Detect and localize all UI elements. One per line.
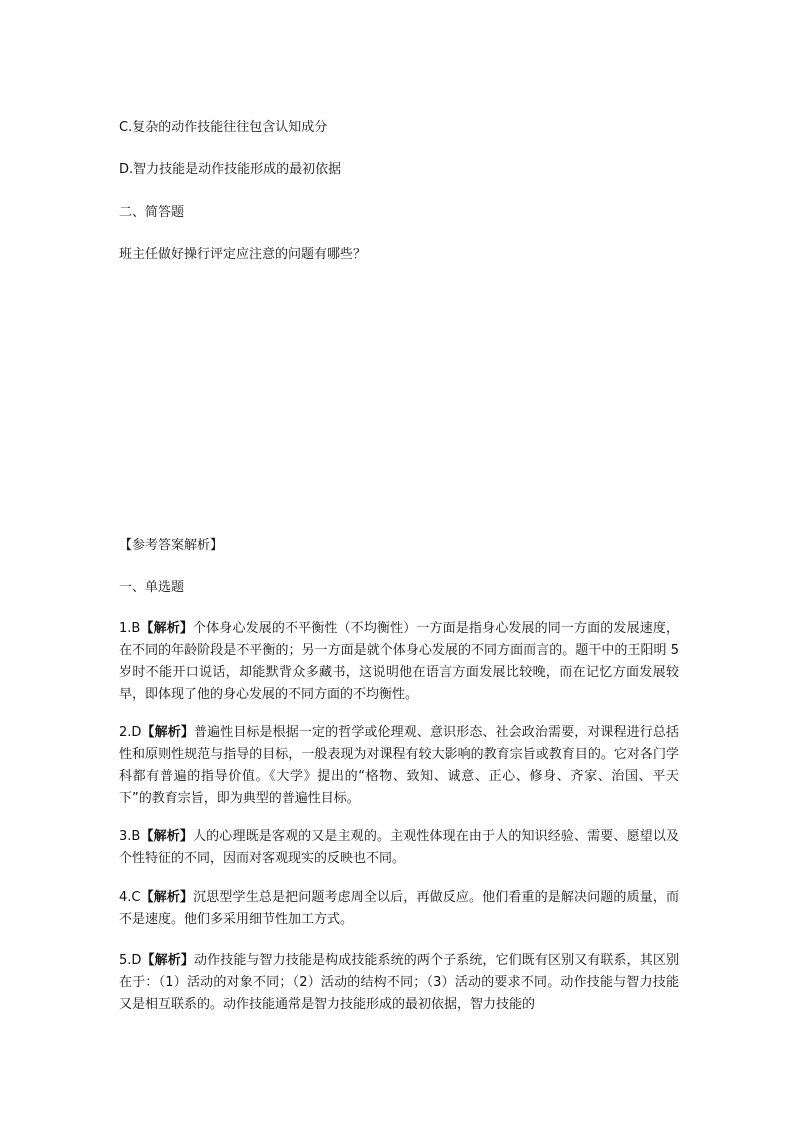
answer-text: 沉思型学生总是把问题考虑周全以后，再做反应。他们看重的是解决问题的质量，而不是速度。他们多采用细节性加工方式。 (119, 890, 679, 927)
analysis-tag: 【解析】 (140, 829, 194, 844)
answer-item-5 (119, 950, 679, 1016)
answers-heading: 【参考答案解析】 (119, 538, 224, 553)
answer-text: 动作技能与智力技能是构成技能系统的两个子系统，它们既有区别又有联系，其区别在于：（1）活动的对象不同；（2）活动的结构不同；（3）活动的要求不同。动作技能与智力技能又是相互联系的。动作技能通常是智力技能形成的最初依据，智力技能的 (119, 953, 679, 1012)
answer-item-1 (119, 618, 679, 706)
answer-item-3 (119, 826, 679, 870)
answer-number: 4.C (119, 890, 141, 905)
answer-text: 个体身心发展的不平衡性（不均衡性）一方面是指身心发展的同一方面的发展速度，在不同的年龄阶段是不平衡的；另一方面是就个体身心发展的不同方面而言的。题干中的王阳明 5 岁时不能开口说话，却能默背众多藏书，这说明他在语言方面发展比较晚，而在记忆方面发展较早，即体现了他的身心发展的不同方面的不均衡性。 (119, 621, 679, 702)
answer-text: 人的心理既是客观的又是主观的。主观性体现在由于人的知识经验、需要、愿望以及个性特征的不同，因而对客观现实的反映也不同。 (119, 829, 679, 866)
option-c: C.复杂的动作技能往往包含认知成分 (119, 120, 328, 135)
section-heading-short-answer: 二、简答题 (119, 205, 185, 220)
answer-text: 普遍性目标是根据一定的哲学或伦理观、意识形态、社会政治需要，对课程进行总括性和原则性规范与指导的目标，一般表现为对课程有较大影响的教育宗旨或教育目的。它对各门学科都有普遍的指导价值。《大学》提出的“格物、致知、诚意、正心、修身、齐家、治国、平天下”的教育宗旨，即为典型的普遍性目标。 (119, 725, 679, 806)
answer-number: 3.B (119, 829, 141, 844)
analysis-tag: 【解析】 (141, 725, 194, 740)
answer-item-2 (119, 722, 679, 810)
answer-number: 2.D (119, 725, 142, 740)
question-text: 班主任做好操行评定应注意的问题有哪些？ (119, 247, 367, 262)
analysis-tag: 【解析】 (140, 621, 194, 636)
option-d: D.智力技能是动作技能形成的最初依据 (119, 162, 342, 177)
answer-number: 1.B (119, 621, 141, 636)
section-heading-single-choice: 一、单选题 (119, 580, 185, 595)
answer-number: 5.D (119, 953, 142, 968)
analysis-tag: 【解析】 (140, 890, 194, 905)
answer-item-4 (119, 887, 679, 931)
analysis-tag: 【解析】 (141, 953, 194, 968)
